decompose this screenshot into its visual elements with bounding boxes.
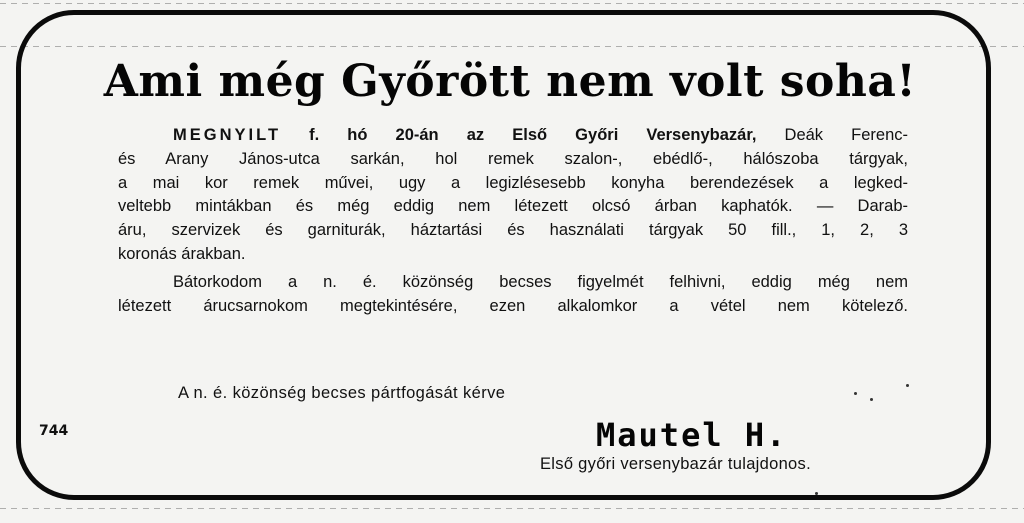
advertiser-signature: Mautel H.: [596, 416, 788, 454]
ad-body-text: [118, 124, 908, 318]
print-speck: [906, 384, 909, 387]
print-speck: [870, 398, 873, 401]
paragraph-2-line-2: létezett árucsarnokom megtekintésére, ezen alkalomkor a vétel nem kötelező.: [118, 296, 908, 315]
closing-line: A n. é. közönség becses pártfogását kérve: [178, 384, 506, 402]
ad-headline: Ami még Győrött nem volt soha!: [103, 56, 917, 107]
advertiser-title: Első győri versenybazár tulajdonos.: [540, 455, 811, 473]
print-speck: [815, 492, 818, 495]
address-start: Deák Ferenc-: [756, 126, 908, 144]
paragraph-1-line-1: [118, 124, 908, 148]
paragraph-1-line-5: áru, szervizek és garniturák, háztartási és használati tárgyak 50 fill., 1, 2, 3: [118, 221, 908, 240]
opening-word: MEGNYILT: [173, 126, 282, 144]
bottom-page-rule: [0, 508, 1024, 509]
paragraph-1-line-2: és Arany János-utca sarkán, hol remek szalon-, ebédlő-, hálószoba tárgyak,: [118, 149, 908, 168]
paragraph-2-line-1: Bátorkodom a n. é. közönség becses figyelmét felhivni, eddig még nem: [173, 272, 908, 291]
print-speck: [854, 392, 857, 395]
ad-reference-number: 744: [39, 423, 69, 439]
opening-announcement: f. hó 20-án az Első Győri Versenybazár,: [281, 126, 757, 144]
paragraph-1-line-4: veltebb mintákban és még eddig nem létezett olcsó árban kaphatók. — Darab-: [118, 197, 908, 216]
top-page-rule: [0, 3, 1024, 4]
paragraph-1-line-3: a mai kor remek művei, ugy a legizlésesebb konyha berendezések a legked-: [118, 173, 908, 192]
paragraph-1-line-6: koronás árakban.: [118, 244, 246, 263]
